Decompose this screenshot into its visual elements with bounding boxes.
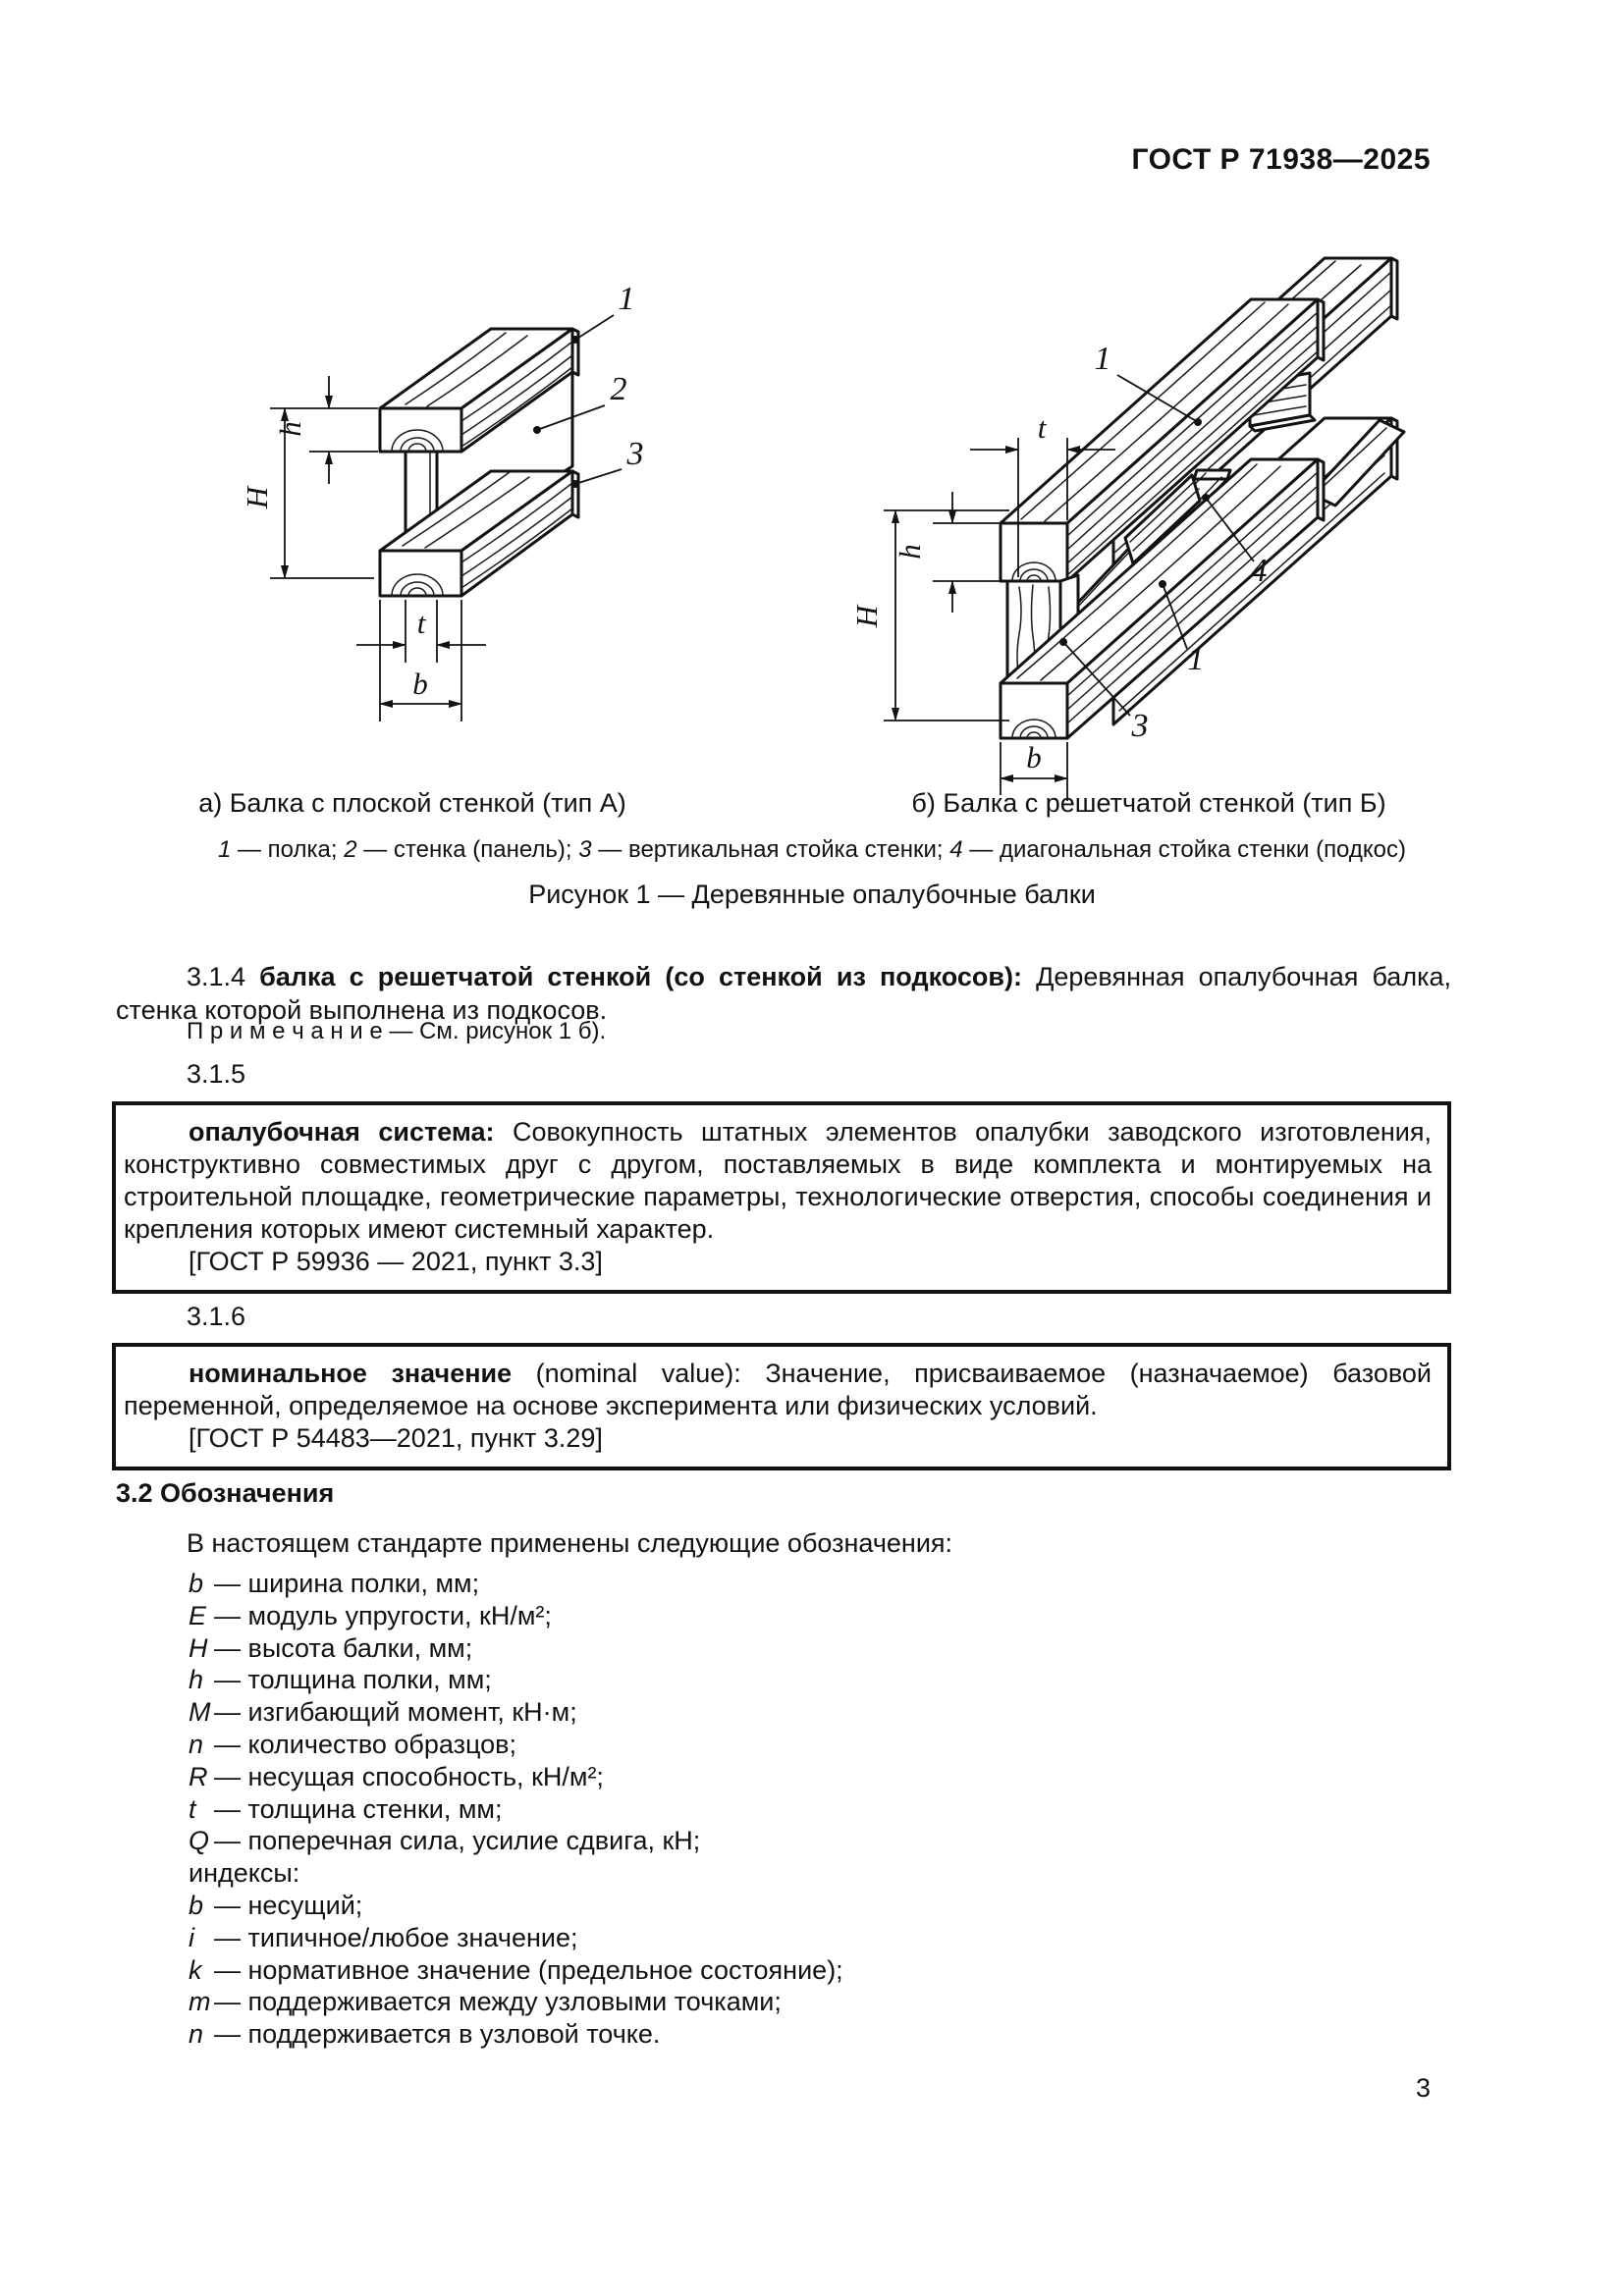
definition-3-1-5-term: опалубочная система: [189,1117,495,1147]
part-label-1b-top: 1 [1094,341,1111,377]
clause-3-1-4-definition: Деревянная опалубочная балка, стенка которой выполнена из подкосов. [116,962,1451,1025]
symbol-row [116,1729,1451,1761]
definition-3-1-6-term: номинальное значение [189,1359,513,1388]
note-line [187,1018,606,1045]
legend-sym-1: 1 [217,836,232,863]
symbol-desc: — изгибающий момент, кН·м; [214,1697,577,1728]
note-label: П р и м е ч а н и е — [187,1018,413,1044]
symbol-row [116,1922,1451,1954]
part-label-4b: 4 [1250,553,1268,589]
symbol-letter: R [189,1761,208,1791]
page-number: 3 [1415,2073,1431,2103]
figure-1b-drawing [815,155,1502,808]
dimension-h-a [273,376,378,484]
symbol-desc: — количество образцов; [214,1729,516,1759]
definition-3-1-5-text: Совокупность штатных элементов опалубки заводского изготовления, конструктивно совместимых друг с другом, поставляемых в виде комплекта и монтируемых на строительной площадке, геометрические параметры, технологические отверстия, способы соединения и крепления которых имеют системный характер. [124,1117,1432,1244]
symbol-letter: b [189,1890,204,1920]
clause-3-1-4-number: 3.1.4 [187,962,246,991]
figure-caption-a: а) Балка с плоской стенкой (тип А) [198,788,626,818]
symbol-letter: k [189,1954,202,1985]
symbol-letter: M [189,1697,211,1728]
symbol-desc: — модуль упругости, кН/м²; [214,1600,552,1630]
dimension-H-b [849,510,1009,721]
symbol-letter: H [189,1632,208,1663]
symbol-row [116,1664,1451,1696]
symbol-row [116,1632,1451,1665]
part-label-3a: 3 [626,436,644,472]
dim-label-b-a: b [412,667,428,701]
symbol-letter: E [189,1600,207,1630]
symbol-desc: индексы: [189,1858,300,1889]
definition-3-1-6-text: Значение, присваиваемое (назначаемое) базовой переменной, определяемое на основе эксперимента или физических условий. [124,1359,1432,1420]
dim-label-t-b: t [1037,410,1047,445]
definition-3-1-5 [124,1116,1432,1246]
symbol-desc: — поперечная сила, усилие сдвига, кН; [214,1826,701,1856]
dim-label-H-a: H [240,486,274,509]
figure-legend [0,836,1624,864]
dim-label-H-b: H [849,605,884,628]
dimension-t-a [356,600,486,663]
legend-text-4: — диагональная стойка стенки (подкос) [962,836,1406,863]
legend-sym-4: 4 [949,836,963,863]
symbol-desc: — поддерживается между узловыми точками; [214,1987,782,2017]
legend-sym-2: 2 [344,836,357,863]
symbol-desc: — поддерживается в узловой точке. [214,2019,661,2050]
symbol-letter: n [189,1729,204,1759]
symbol-row [116,1600,1451,1632]
symbol-letter: n [189,2019,204,2050]
definition-box-3-1-6 [112,1343,1451,1470]
figure-title: Рисунок 1 — Деревянные опалубочные балки [528,880,1096,909]
symbol-desc: — толщина полки, мм; [214,1665,492,1695]
part-label-1b-bottom: 1 [1187,641,1205,677]
legend-text-2: — стенка (панель); [356,836,579,863]
symbol-letter: t [189,1793,196,1824]
dim-label-h-b: h [893,544,927,560]
figure-caption-b: б) Балка с решетчатой стенкой (тип Б) [911,788,1386,818]
dim-label-b-b: b [1026,740,1042,774]
definition-box-3-1-5 [112,1101,1451,1294]
dim-label-h-a: h [273,421,307,437]
note-text: См. рисунок 1 б). [412,1018,607,1044]
symbol-desc: — несущий; [214,1890,363,1920]
part-label-1a: 1 [618,281,635,317]
part-label-3b: 3 [1131,708,1149,744]
clause-3-1-6-number: 3.1.6 [187,1302,246,1331]
symbol-row [116,2018,1451,2051]
symbol-row [116,1986,1451,2018]
symbols-list [116,1568,1451,2051]
symbol-row [116,1696,1451,1729]
symbol-letter: h [189,1665,204,1695]
clause-3-1-4 [116,960,1451,1027]
page-header: ГОСТ Р 71938—2025 [1131,143,1431,176]
symbol-row [116,1825,1451,1857]
definition-3-1-6-source: [ГОСТ Р 54483—2021, пункт 3.29] [189,1423,603,1453]
part-label-2a: 2 [610,371,627,407]
section-3-2-title: 3.2 Обозначения [116,1478,335,1508]
symbol-desc: — ширина полки, мм; [214,1569,480,1598]
section-3-2-intro: В настоящем стандарте применены следующие обозначения: [187,1528,953,1558]
clause-3-1-4-term: балка с решетчатой стенкой (со стенкой из подкосов): [245,962,1022,991]
symbol-desc: — высота балки, мм; [214,1632,473,1663]
definition-3-1-6 [124,1358,1432,1422]
definition-3-1-5-source: [ГОСТ Р 59936 — 2021, пункт 3.3] [189,1247,603,1276]
legend-text-1: — полка; [231,836,345,863]
symbol-row [116,1761,1451,1793]
symbol-row [116,1890,1451,1922]
dim-label-t-a: t [416,606,426,640]
symbol-row [116,1793,1451,1826]
clause-3-1-5-number: 3.1.5 [187,1059,246,1089]
symbol-desc: — нормативное значение (предельное состояние); [214,1954,843,1985]
symbol-desc: — несущая способность, кН/м²; [214,1761,604,1791]
legend-sym-3: 3 [578,836,592,863]
symbol-letter: b [189,1569,204,1598]
symbol-letter: m [189,1987,211,2017]
symbol-row [116,1954,1451,1987]
legend-text-3: — вертикальная стойка стенки; [591,836,950,863]
figure-1a-drawing [172,172,731,788]
symbol-desc: — толщина стенки, мм; [214,1793,503,1824]
symbol-letter: i [189,1922,194,1952]
symbol-row [116,1568,1451,1600]
symbol-row-indices [116,1857,1451,1890]
definition-3-1-6-lang: (nominal value): [512,1359,741,1388]
symbol-desc: — типичное/любое значение; [214,1922,578,1952]
symbol-letter: Q [189,1826,210,1856]
